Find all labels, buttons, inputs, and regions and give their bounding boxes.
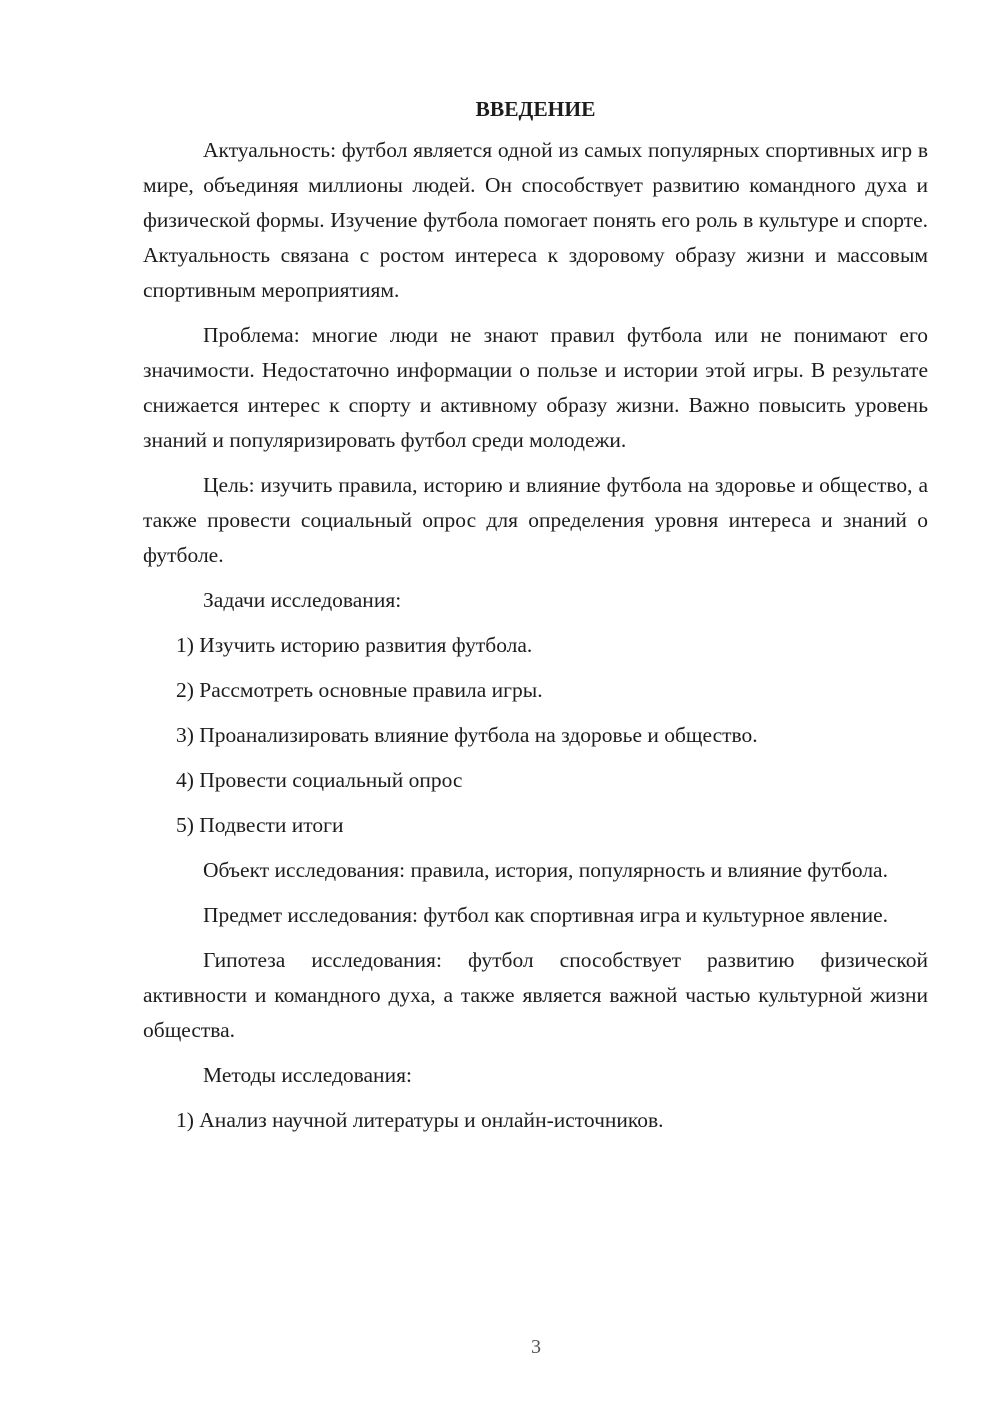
page-title: ВВЕДЕНИЕ (475, 97, 596, 121)
list-item: 1) Анализ научной литературы и онлайн-источников. (176, 1108, 664, 1132)
object-paragraph: Объект исследования: правила, история, популярность и влияние футбола. (203, 858, 888, 882)
list-item: 3) Проанализировать влияние футбола на здоровье и общество. (176, 723, 758, 747)
tasks-heading: Задачи исследования: (203, 588, 402, 612)
list-item: 5) Подвести итоги (176, 813, 344, 837)
methods-heading: Методы исследования: (203, 1063, 412, 1087)
list-item: 4) Провести социальный опрос (176, 768, 463, 792)
document-page (143, 92, 928, 1148)
list-item: 1) Изучить историю развития футбола. (176, 633, 533, 657)
methods-list (143, 1103, 928, 1138)
goal-paragraph: Цель: изучить правила, историю и влияние футбола на здоровье и общество, а также провести социальный опрос для определения уровня интереса и знаний о футболе. (143, 473, 928, 567)
subject-paragraph: Предмет исследования: футбол как спортивная игра и культурное явление. (203, 903, 889, 927)
relevance-paragraph: Актуальность: футбол является одной из самых популярных спортивных игр в мире, объединяя миллионы людей. Он способствует развитию командного духа и физической формы. Изучение футбола помогает понять его роль в культуре и спорте. Актуальность связана с ростом интереса к здоровому образу жизни и массовым спортивным мероприятиям. (143, 138, 928, 302)
hypothesis-paragraph: Гипотеза исследования: футбол способствует развитию физической активности и командного духа, а также является важной частью культурной жизни общества. (143, 948, 928, 1042)
problem-paragraph: Проблема: многие люди не знают правил футбола или не понимают его значимости. Недостаточно информации о пользе и истории этой игры. В результате снижается интерес к спорту и активному образу жизни. Важно повысить уровень знаний и популяризировать футбол среди молодежи. (143, 323, 928, 452)
tasks-list (143, 628, 928, 843)
list-item: 2) Рассмотреть основные правила игры. (176, 678, 543, 702)
page-number: 3 (531, 1336, 541, 1358)
